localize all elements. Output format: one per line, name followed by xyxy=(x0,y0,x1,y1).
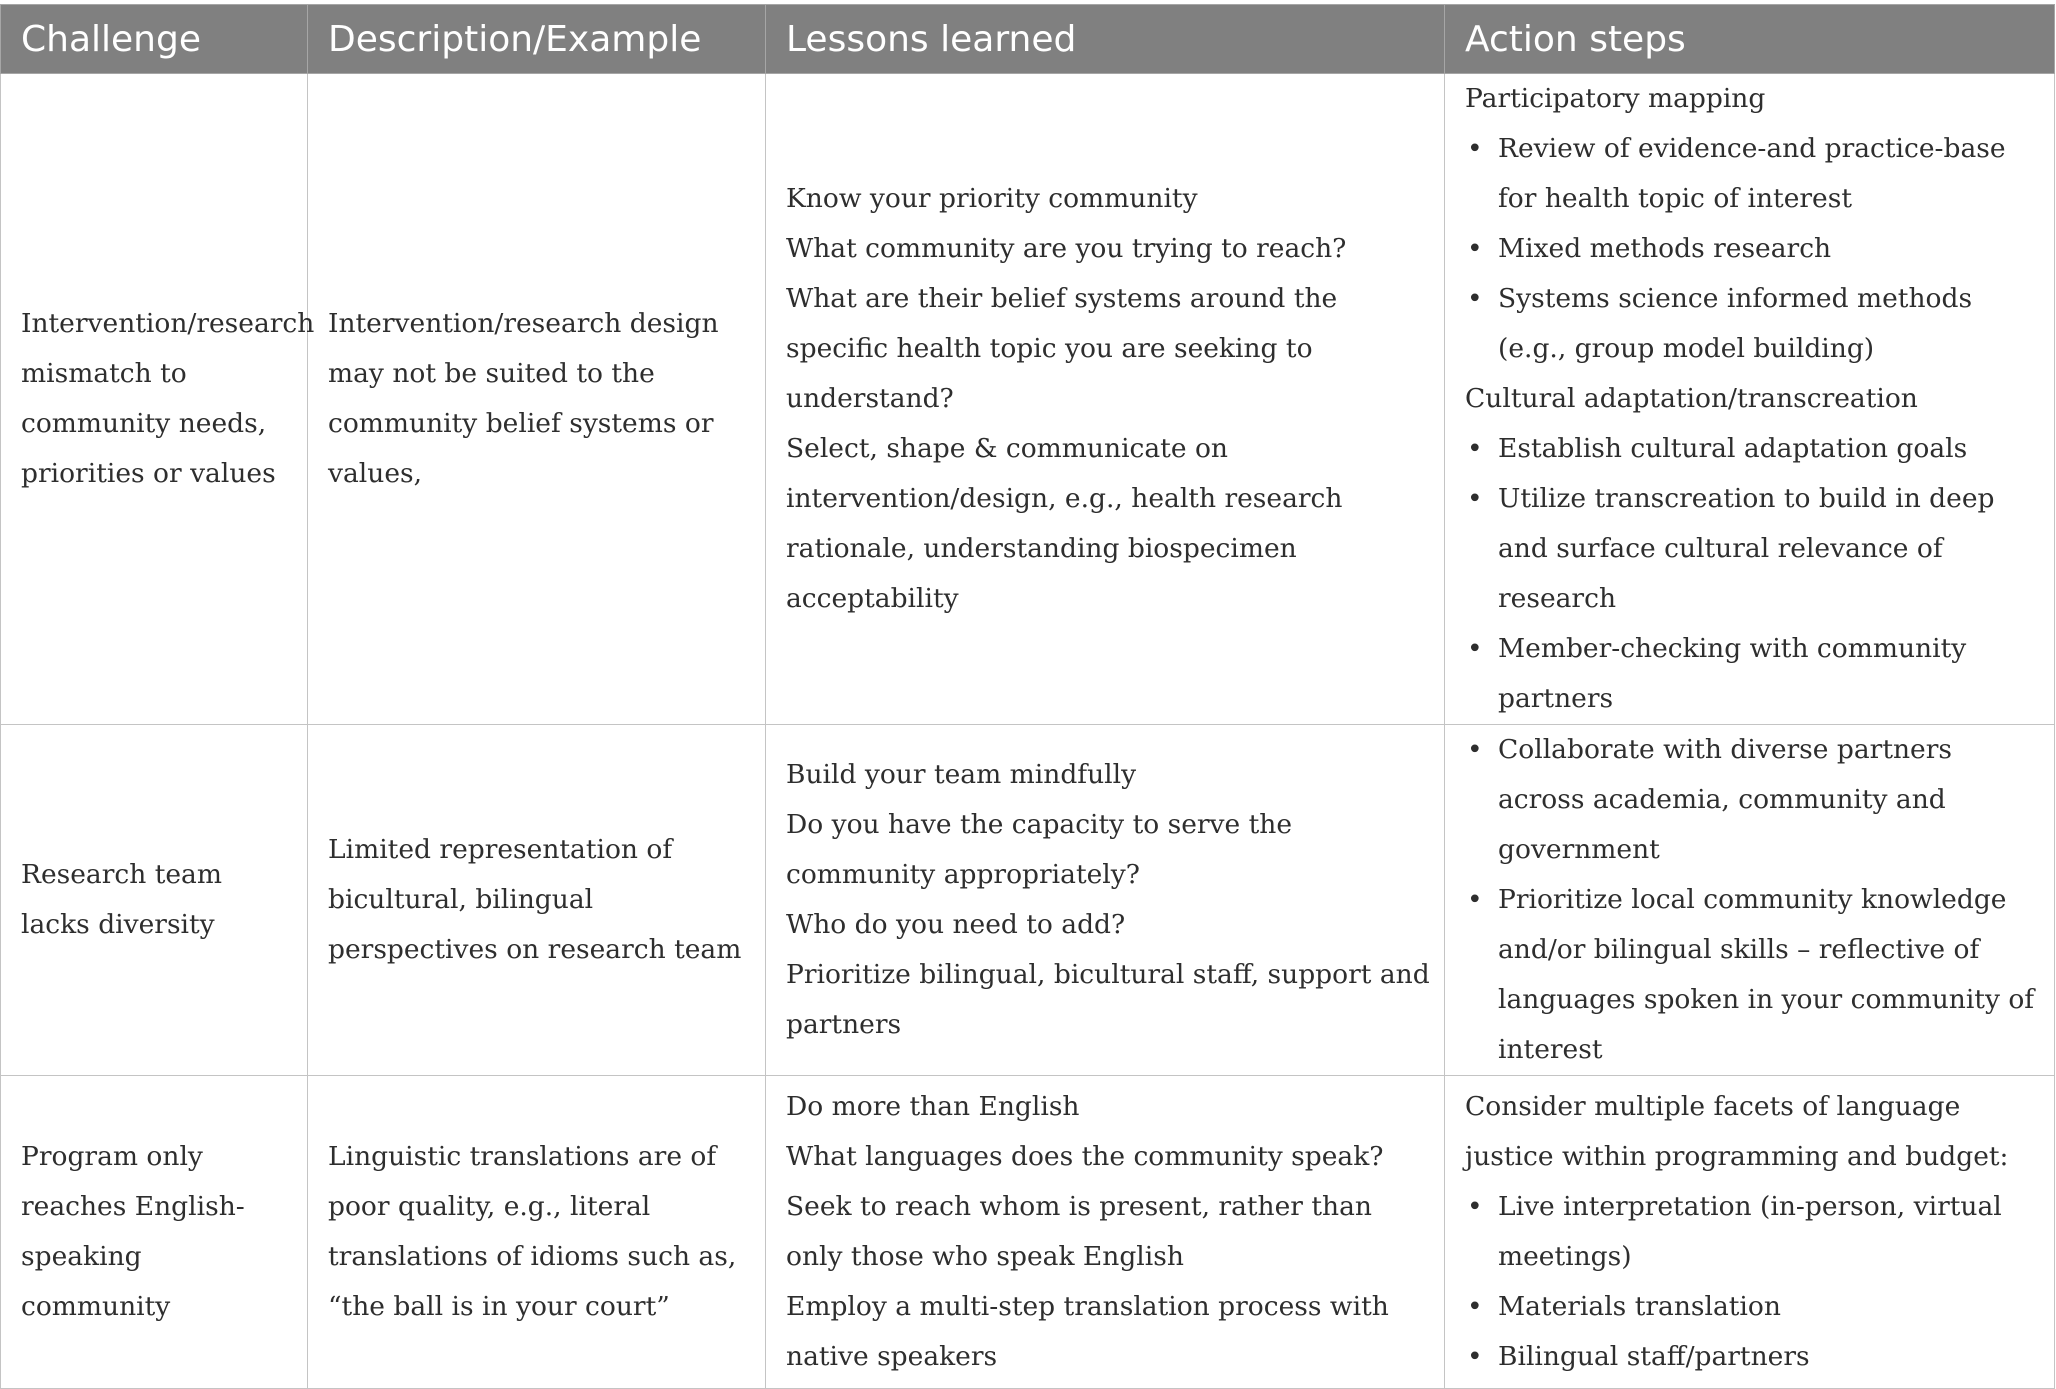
challenge-cell: Program only reaches English-speaking community xyxy=(1,1076,308,1389)
header-row xyxy=(1,5,2055,74)
lesson-line: Do you have the capacity to serve the community appropriately? xyxy=(786,809,1293,890)
lessons-cell xyxy=(766,725,1445,1076)
table-row xyxy=(1,1076,2055,1389)
table-header xyxy=(1,5,2055,74)
action-list xyxy=(1465,725,2040,1075)
actions-cell xyxy=(1445,74,2055,725)
description-cell: Linguistic translations are of poor quality, e.g., literal translations of idioms such as, “the ball is in your court” xyxy=(308,1076,766,1389)
actions-cell xyxy=(1445,1076,2055,1389)
action-item: • Establish cultural adaptation goals xyxy=(1465,424,2040,474)
actions-cell xyxy=(1445,725,2055,1076)
challenge-cell: Research team lacks diversity xyxy=(1,725,308,1076)
action-list xyxy=(1465,124,2040,374)
action-item: • Utilize transcreation to build in deep and surface cultural relevance of research xyxy=(1465,474,2040,624)
action-item: • Mixed methods research xyxy=(1465,224,2040,274)
action-intro: Participatory mapping xyxy=(1465,83,1766,114)
description-cell: Intervention/research design may not be suited to the community belief systems or values, xyxy=(308,74,766,725)
action-intro: Cultural adaptation/transcreation xyxy=(1465,383,1918,414)
action-item: • Systems science informed methods (e.g., group model building) xyxy=(1465,274,2040,374)
action-item: • Live interpretation (in-person, virtual meetings) xyxy=(1465,1182,2040,1282)
lesson-line: Build your team mindfully xyxy=(786,759,1137,790)
lesson-line: Seek to reach whom is present, rather than only those who speak English xyxy=(786,1191,1372,1272)
lessons-cell xyxy=(766,74,1445,725)
table-row xyxy=(1,725,2055,1076)
action-item: • Materials translation xyxy=(1465,1282,2040,1332)
table-row xyxy=(1,74,2055,725)
lesson-line: What languages does the community speak? xyxy=(786,1141,1384,1172)
lessons-cell xyxy=(766,1076,1445,1389)
lesson-line: What are their belief systems around the specific health topic you are seeking to understand? xyxy=(786,283,1338,414)
lesson-line: Know your priority community xyxy=(786,183,1198,214)
header-actions: Action steps xyxy=(1445,5,2055,74)
description-cell: Limited representation of bicultural, bilingual perspectives on research team xyxy=(308,725,766,1076)
header-lessons: Lessons learned xyxy=(766,5,1445,74)
lesson-line: Who do you need to add? xyxy=(786,909,1126,940)
challenges-table xyxy=(0,4,2055,1389)
lesson-line: Employ a multi-step translation process with native speakers xyxy=(786,1291,1389,1372)
action-list xyxy=(1465,424,2040,724)
lesson-line: Do more than English xyxy=(786,1091,1080,1122)
action-intro: Consider multiple facets of language justice within programming and budget: xyxy=(1465,1091,2009,1172)
lesson-line: Prioritize bilingual, bicultural staff, support and partners xyxy=(786,959,1430,1040)
action-item: • Collaborate with diverse partners across academia, community and government xyxy=(1465,725,2040,875)
lesson-line: Select, shape & communicate on intervention/design, e.g., health research rationale, understanding biospecimen acceptability xyxy=(786,433,1343,614)
action-item: • Member-checking with community partners xyxy=(1465,624,2040,724)
lesson-line: What community are you trying to reach? xyxy=(786,233,1347,264)
header-description: Description/Example xyxy=(308,5,766,74)
action-item: • Review of evidence-and practice-base for health topic of interest xyxy=(1465,124,2040,224)
action-list xyxy=(1465,1182,2040,1382)
action-item: • Bilingual staff/partners xyxy=(1465,1332,2040,1382)
header-challenge: Challenge xyxy=(1,5,308,74)
challenge-cell: Intervention/research mismatch to community needs, priorities or values xyxy=(1,74,308,725)
action-item: • Prioritize local community knowledge and/or bilingual skills – reflective of languages spoken in your community of interest xyxy=(1465,875,2040,1075)
